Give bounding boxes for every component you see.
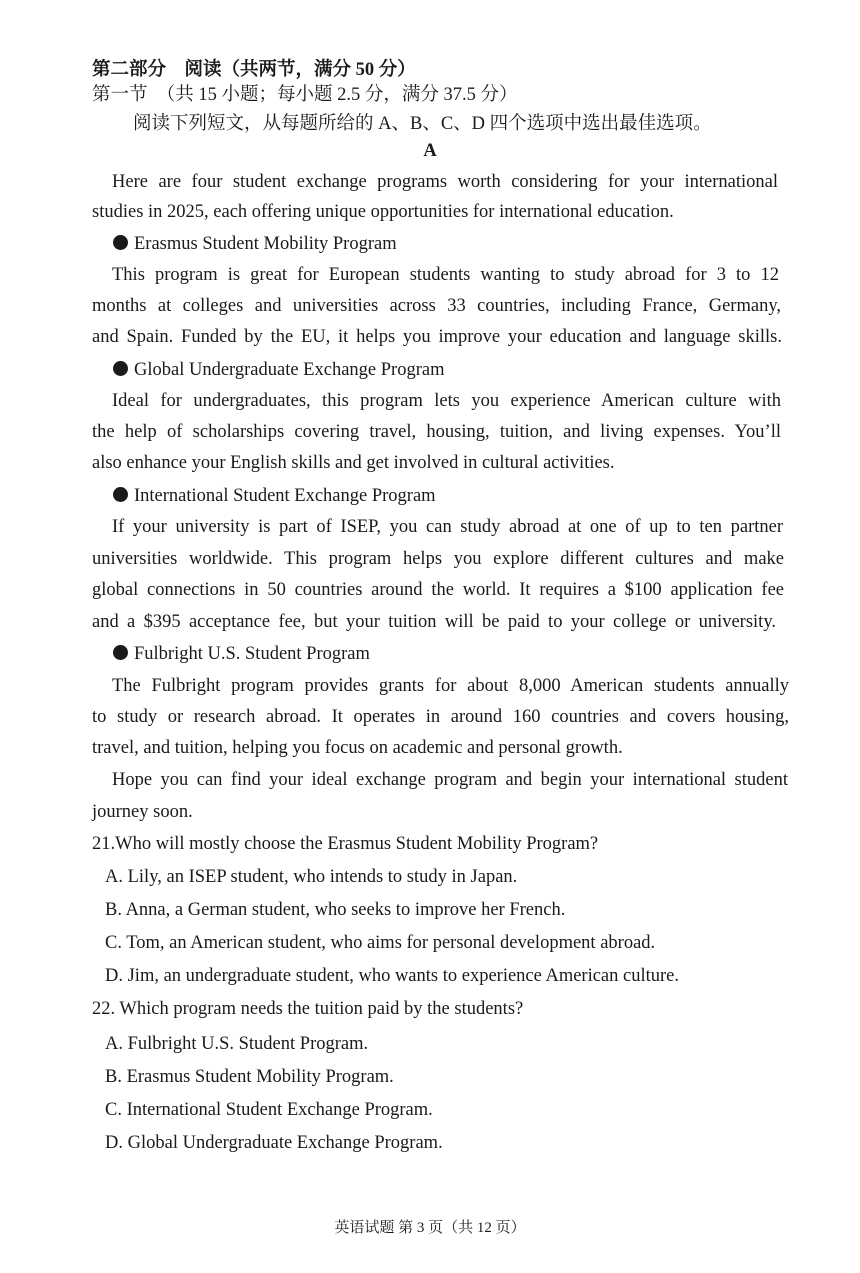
answer-option: C. Tom, an American student, who aims for personal development abroad. — [105, 933, 656, 953]
bullet-icon — [113, 487, 128, 502]
passage-line: the help of scholarships covering travel, housing, tuition, and living expenses. You’ll — [92, 422, 781, 442]
passage-line: travel, and tuition, helping you focus on academic and personal growth. — [92, 738, 623, 758]
page-footer: 英语试题 第 3 页（共 12 页） — [334, 1220, 526, 1236]
program-name: Erasmus Student Mobility Program — [134, 234, 397, 254]
passage-line: universities worldwide. This program helps you explore different cultures and make — [92, 549, 784, 569]
answer-option: A. Fulbright U.S. Student Program. — [105, 1034, 369, 1054]
answer-option: A. Lily, an ISEP student, who intends to study in Japan. — [105, 867, 518, 887]
answer-option: D. Global Undergraduate Exchange Program. — [105, 1133, 443, 1153]
passage-line: Ideal for undergraduates, this program lets you experience American culture with — [112, 391, 781, 411]
passage-label: A — [423, 141, 437, 161]
passage-line: journey soon. — [92, 802, 193, 822]
passage-line: and a $395 acceptance fee, but your tuition will be paid to your college or university. — [92, 612, 776, 632]
program-heading — [113, 358, 444, 382]
passage-line: The Fulbright program provides grants for about 8,000 American students annually — [112, 676, 789, 696]
section-header: 第二部分 阅读（共两节，满分 50 分） — [92, 60, 416, 80]
program-heading — [113, 484, 436, 508]
question-stem: 21.Who will mostly choose the Erasmus Student Mobility Program? — [92, 834, 599, 854]
answer-option: B. Anna, a German student, who seeks to improve her French. — [105, 900, 566, 920]
passage-line: This program is great for European students wanting to study abroad for 3 to 12 — [112, 265, 779, 285]
answer-option: D. Jim, an undergraduate student, who wants to experience American culture. — [105, 966, 680, 986]
passage-line: to study or research abroad. It operates in around 160 countries and covers housing, — [92, 707, 789, 727]
bullet-icon — [113, 361, 128, 376]
passage-line: Hope you can find your ideal exchange program and begin your international student — [112, 770, 788, 790]
program-heading — [113, 232, 397, 256]
answer-option: C. International Student Exchange Program. — [105, 1100, 433, 1120]
passage-line: If your university is part of ISEP, you can study abroad at one of up to ten partner — [112, 517, 783, 537]
program-name: International Student Exchange Program — [134, 486, 436, 506]
program-heading — [113, 642, 370, 666]
bullet-icon — [113, 235, 128, 250]
section-subheader: 第一节 （共 15 小题；每小题 2.5 分，满分 37.5 分） — [92, 85, 518, 105]
question-stem: 22. Which program needs the tuition paid by the students? — [92, 999, 524, 1019]
passage-line: months at colleges and universities across 33 countries, including France, Germany, — [92, 296, 781, 316]
answer-option: B. Erasmus Student Mobility Program. — [105, 1067, 394, 1087]
passage-line: Here are four student exchange programs worth considering for your international — [112, 172, 778, 192]
program-name: Global Undergraduate Exchange Program — [134, 360, 445, 380]
passage-line: global connections in 50 countries around the world. It requires a $100 application fee — [92, 580, 784, 600]
passage-line: also enhance your English skills and get involved in cultural activities. — [92, 453, 615, 473]
program-name: Fulbright U.S. Student Program — [134, 644, 370, 664]
bullet-icon — [113, 645, 128, 660]
passage-line: and Spain. Funded by the EU, it helps you improve your education and language skills. — [92, 327, 782, 347]
passage-line: studies in 2025, each offering unique opportunities for international education. — [92, 202, 674, 222]
instruction-text: 阅读下列短文，从每题所给的 A、B、C、D 四个选项中选出最佳选项。 — [133, 114, 712, 134]
